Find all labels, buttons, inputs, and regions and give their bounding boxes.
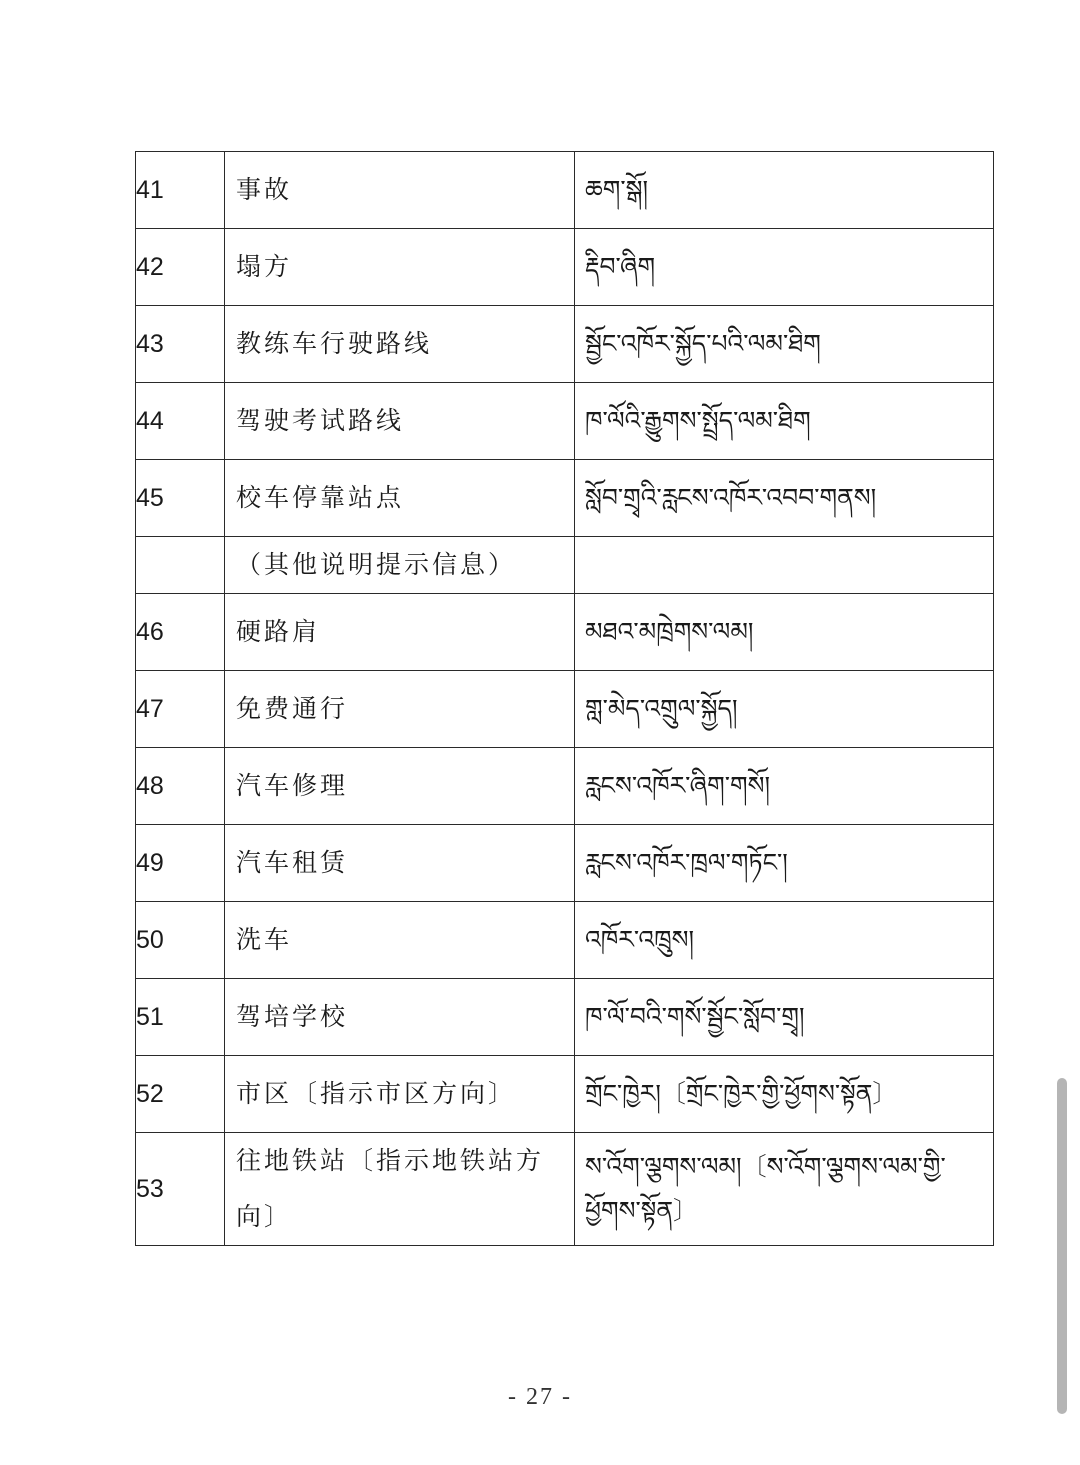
section-note-row	[136, 537, 994, 594]
chinese-term: 洗车	[225, 902, 575, 979]
table-row	[136, 671, 994, 748]
row-number: 53	[136, 1133, 225, 1246]
table-row	[136, 152, 994, 229]
chinese-term: 驾驶考试路线	[225, 383, 575, 460]
chinese-term: 汽车租赁	[225, 825, 575, 902]
table-row	[136, 594, 994, 671]
chinese-term: 汽车修理	[225, 748, 575, 825]
table-row	[136, 979, 994, 1056]
row-number: 50	[136, 902, 225, 979]
chinese-term: 事故	[225, 152, 575, 229]
row-number: 51	[136, 979, 225, 1056]
chinese-term: 驾培学校	[225, 979, 575, 1056]
row-number: 42	[136, 229, 225, 306]
tibetan-term: རླངས་འཁོར་ཞིག་གསོ།	[575, 748, 994, 825]
row-number: 46	[136, 594, 225, 671]
row-number: 52	[136, 1056, 225, 1133]
tibetan-term	[575, 537, 994, 594]
row-number: 43	[136, 306, 225, 383]
table-row	[136, 383, 994, 460]
row-number	[136, 537, 225, 594]
tibetan-term: རྡིབ་ཞིག	[575, 229, 994, 306]
row-number: 47	[136, 671, 225, 748]
chinese-term: 免费通行	[225, 671, 575, 748]
chinese-term: 往地铁站〔指示地铁站方向〕	[225, 1133, 575, 1246]
tibetan-term: སློབ་གྲྭའི་རླངས་འཁོར་འབབ་གནས།	[575, 460, 994, 537]
row-number: 49	[136, 825, 225, 902]
tibetan-term: ཁ་ལོའི་རྒྱུགས་སྤྲོད་ལམ་ཐིག	[575, 383, 994, 460]
table-row	[136, 825, 994, 902]
table-row	[136, 902, 994, 979]
row-number: 44	[136, 383, 225, 460]
chinese-term: 市区〔指示市区方向〕	[225, 1056, 575, 1133]
tibetan-term: འཁོར་འཁྲུས།	[575, 902, 994, 979]
page-number: - 27 -	[508, 1384, 572, 1410]
chinese-term: 教练车行驶路线	[225, 306, 575, 383]
section-note: （其他说明提示信息）	[225, 537, 575, 594]
table-row	[136, 229, 994, 306]
row-number: 41	[136, 152, 225, 229]
table-row	[136, 748, 994, 825]
chinese-term: 塌方	[225, 229, 575, 306]
tibetan-term: ཆག་སྒོ།	[575, 152, 994, 229]
tibetan-term: མཐའ་མཁྲེགས་ལམ།	[575, 594, 994, 671]
table-row	[136, 306, 994, 383]
vertical-scrollbar[interactable]	[1057, 1078, 1067, 1414]
table-row	[136, 1133, 994, 1246]
tibetan-term: རླངས་འཁོར་ཁྲལ་གཏོང་།	[575, 825, 994, 902]
row-number: 45	[136, 460, 225, 537]
table-row	[136, 1056, 994, 1133]
tibetan-term: གྲོང་ཁྱེར།〔གྲོང་ཁྱེར་གྱི་ཕྱོགས་སྟོན〕	[575, 1056, 994, 1133]
chinese-term: 硬路肩	[225, 594, 575, 671]
table-row	[136, 460, 994, 537]
terminology-table	[135, 151, 994, 1246]
tibetan-term: གླ་མེད་འགྲུལ་སྐྱོད།	[575, 671, 994, 748]
chinese-term: 校车停靠站点	[225, 460, 575, 537]
tibetan-term: སྦྱོང་འཁོར་སྐྱོད་པའི་ལམ་ཐིག	[575, 306, 994, 383]
row-number: 48	[136, 748, 225, 825]
tibetan-term: ཁ་ལོ་བའི་གསོ་སྦྱོང་སློབ་གྲྭ།	[575, 979, 994, 1056]
tibetan-term: ས་འོག་ལྕགས་ལམ།〔ས་འོག་ལྕགས་ལམ་གྱི་ཕྱོགས་སྟོན〕	[575, 1133, 994, 1246]
